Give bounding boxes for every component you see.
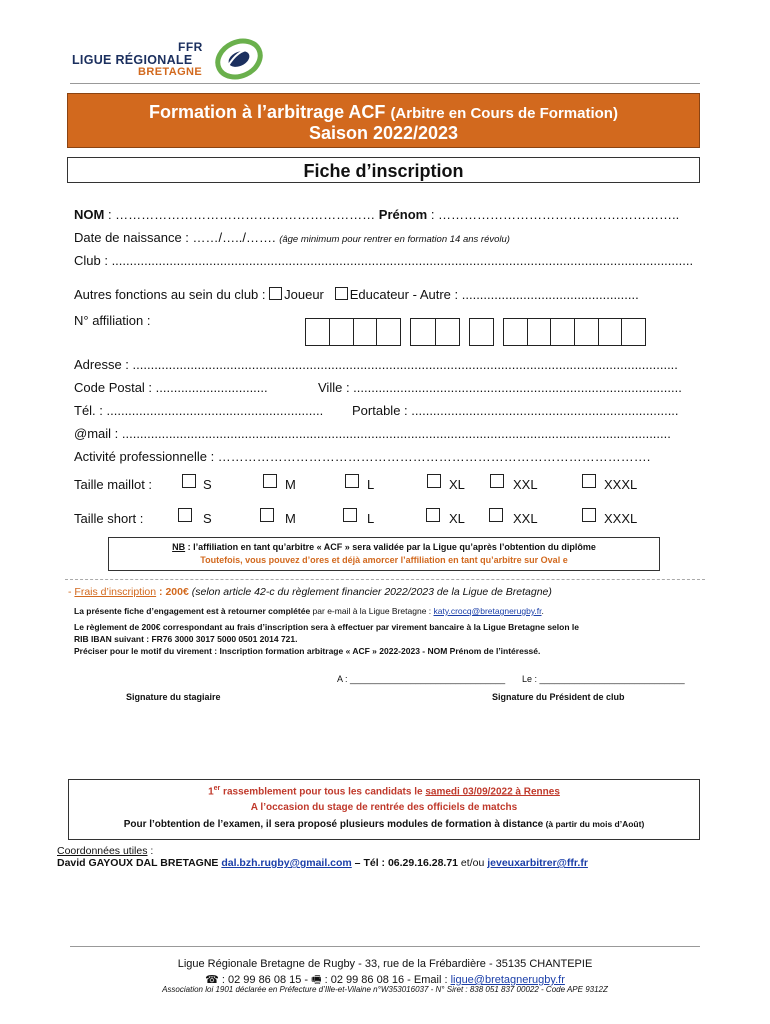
rdv-line3-note: (à partir du mois d’Août): [543, 819, 645, 829]
short-xl-label: XL: [449, 511, 465, 526]
title-sub: (Arbitre en Cours de Formation): [390, 105, 618, 122]
frais-prefix: -: [68, 586, 75, 598]
footer-legal: Association loi 1901 déclarée en Préfecture d’Ille-et-Vilaine n°W353016037 - N° Siret : 838 051 837 00022 - Code APE 9312Z: [162, 985, 608, 994]
frais-p1a: La présente fiche d’engagement est à retourner complétée: [74, 606, 311, 616]
maillot-xl-checkbox[interactable]: [427, 474, 441, 488]
maillot-xxl-label: XXL: [513, 477, 538, 492]
frais-label: Frais d’inscription: [74, 586, 157, 598]
short-m-label: M: [285, 511, 296, 526]
short-s-checkbox[interactable]: [178, 508, 192, 522]
rdv-text: rassemblement pour tous les candidats le: [220, 786, 426, 798]
title-season: Saison 2022/2023: [308, 123, 459, 143]
educateur-label: Educateur: [349, 287, 409, 302]
ville-field[interactable]: Ville : ...........................................................................................: [318, 380, 682, 395]
maillot-xxxl-checkbox[interactable]: [582, 474, 596, 488]
portable-field[interactable]: Portable : ..........................................................................: [352, 403, 679, 418]
joueur-checkbox[interactable]: [269, 287, 282, 300]
rassemblement-line2: A l’occasion du stage de rentrée des officiels de matchs: [250, 802, 518, 813]
katy-email-link[interactable]: katy.crocq@bretagnerugby.fr: [433, 606, 542, 616]
frais-p2: Le règlement de 200€ correspondant au frais d’inscription sera à effectuer par virement bancaire à la Ligue Bretagne selon le: [74, 622, 579, 632]
contacts-row: [57, 857, 588, 869]
affiliation-boxes-3[interactable]: [469, 318, 494, 346]
frais-p1: La présente fiche d’engagement est à retourner complétée par e-mail à la Ligue Bretagne : katy.crocq@bretagnerugby.fr.: [74, 606, 544, 616]
maillot-l-label: L: [367, 477, 375, 492]
rdv-line3-text: Pour l’obtention de l’examen, il sera proposé plusieurs modules de formation à distance: [123, 819, 544, 830]
taille-short-label: Taille short :: [74, 511, 144, 526]
maillot-m-label: M: [285, 477, 296, 492]
affiliation-boxes-4[interactable]: [503, 318, 646, 346]
short-xxxl-label: XXXL: [604, 511, 638, 526]
nom-row: [74, 207, 679, 222]
rugby-logo-icon: [214, 38, 264, 80]
maillot-xl-label: XL: [449, 477, 465, 492]
contacts-title-row: [57, 845, 153, 857]
nom-field[interactable]: : ……………………………………………………: [104, 207, 379, 222]
rdv-sup: er: [213, 785, 221, 792]
signature-stagiaire: Signature du stagiaire: [126, 692, 221, 702]
autres-label: Autres fonctions au sein du club :: [74, 287, 266, 302]
naissance-row: [74, 230, 510, 245]
lieu-field[interactable]: A : _______________________________: [337, 674, 506, 684]
short-xxl-label: XXL: [513, 511, 538, 526]
nom-label: NOM: [74, 207, 105, 222]
prenom-field[interactable]: : ………………………………………………..: [427, 207, 680, 222]
naissance-field[interactable]: Date de naissance : ……/…../…….: [74, 230, 276, 245]
title-banner: [67, 93, 700, 148]
frais-p3: RIB IBAN suivant : FR76 3000 3017 5000 0501 2014 721.: [74, 634, 298, 644]
rdv-date: samedi 03/09/2022 à Rennes: [425, 786, 560, 798]
short-xxxl-checkbox[interactable]: [582, 508, 596, 522]
short-l-checkbox[interactable]: [343, 508, 357, 522]
naissance-note: (âge minimum pour rentrer en formation 14 ans révolu): [279, 234, 510, 245]
short-l-label: L: [367, 511, 375, 526]
code-postal-field[interactable]: Code Postal : ...............................: [74, 380, 268, 395]
nb-line1-text: : l’affiliation en tant qu’arbitre « ACF » sera validée par la Ligue qu’après l’obtention du diplôme: [185, 542, 596, 552]
date-field[interactable]: Le : _____________________________: [522, 674, 685, 684]
affiliation-boxes-2[interactable]: [410, 318, 460, 346]
footer-divider: [70, 946, 700, 947]
rdv-num: 1: [208, 786, 214, 798]
contacts-title-colon: :: [147, 845, 154, 857]
ligue-email-link[interactable]: ligue@bretagnerugby.fr: [450, 974, 565, 986]
autres-row: [74, 287, 639, 302]
short-xxl-checkbox[interactable]: [489, 508, 503, 522]
frais-row: [68, 586, 552, 598]
nb-label: NB: [172, 542, 186, 552]
maillot-s-label: S: [203, 477, 212, 492]
affiliation-label: N° affiliation :: [74, 313, 151, 328]
activite-field[interactable]: Activité professionnelle : ……………………………………………………………………………………….: [74, 449, 651, 464]
maillot-s-checkbox[interactable]: [182, 474, 196, 488]
nb-notice: [108, 537, 660, 571]
maillot-l-checkbox[interactable]: [345, 474, 359, 488]
nb-line2: Toutefois, vous pouvez d’ores et déjà amorcer l’affiliation en tant qu’arbitre sur Oval e: [200, 555, 568, 565]
frais-amount: : 200€: [156, 586, 189, 598]
short-m-checkbox[interactable]: [260, 508, 274, 522]
title-line1: [68, 102, 699, 123]
rassemblement-line1: [69, 785, 699, 797]
section-divider: [65, 579, 705, 580]
rassemblement-box: [68, 779, 700, 840]
nb-line1: [109, 542, 659, 552]
rassemblement-line3: [69, 819, 699, 830]
prenom-label: Prénom: [378, 207, 428, 222]
contact-name: David GAYOUX DAL BRETAGNE: [57, 857, 222, 869]
logo-bretagne-text: BRETAGNE: [138, 66, 203, 78]
logo-ffr-text: FFR: [178, 40, 203, 54]
footer-address: Ligue Régionale Bretagne de Rugby - 33, rue de la Frébardière - 35135 CHANTEPIE: [177, 958, 593, 970]
educateur-checkbox[interactable]: [335, 287, 348, 300]
maillot-xxl-checkbox[interactable]: [490, 474, 504, 488]
title-main: Formation à l’arbitrage ACF: [149, 102, 386, 122]
fiche-title: Fiche d’inscription: [67, 157, 700, 183]
short-s-label: S: [203, 511, 212, 526]
footer-phones: ☎ : 02 99 86 08 15 - 🖷 : 02 99 86 08 16 - Email :: [205, 974, 451, 986]
tel-field[interactable]: Tél. : ............................................................: [74, 403, 324, 418]
frais-p4: Préciser pour le motif du virement : Inscription formation arbitrage « ACF » 2022-2023 - NOM Prénom de l’intéressé.: [74, 646, 541, 656]
header-divider: [70, 83, 700, 84]
mail-field[interactable]: @mail : ........................................................................................................................................................: [74, 426, 671, 441]
contacts-title: Coordonnées utiles: [57, 845, 148, 857]
club-field[interactable]: Club : .................................................................................................................................................................: [74, 253, 694, 268]
signature-president: Signature du Président de club: [492, 692, 625, 702]
adresse-field[interactable]: Adresse : .......................................................................................................................................................: [74, 357, 678, 372]
dal-email-link[interactable]: dal.bzh.rugby@gmail.com: [221, 857, 352, 869]
frais-note: (selon article 42-c du règlement financier 2022/2023 de la Ligue de Bretagne): [188, 586, 552, 598]
contact-tel: – Tél : 06.29.16.28.71: [351, 857, 459, 869]
short-xl-checkbox[interactable]: [426, 508, 440, 522]
frais-p1b: par e-mail à la Ligue Bretagne :: [310, 606, 434, 616]
taille-maillot-label: Taille maillot :: [74, 477, 153, 492]
autre-field[interactable]: - Autre : .................................................: [409, 287, 639, 302]
logo-ligue-text: LIGUE RÉGIONALE: [72, 53, 193, 67]
contact-etou: et/ou: [458, 857, 488, 869]
maillot-m-checkbox[interactable]: [263, 474, 277, 488]
affiliation-boxes-1[interactable]: [305, 318, 401, 346]
joueur-label: Joueur: [284, 287, 324, 302]
maillot-xxxl-label: XXXL: [604, 477, 638, 492]
jeveuxarbitrer-link[interactable]: jeveuxarbitrer@ffr.fr: [487, 857, 588, 869]
